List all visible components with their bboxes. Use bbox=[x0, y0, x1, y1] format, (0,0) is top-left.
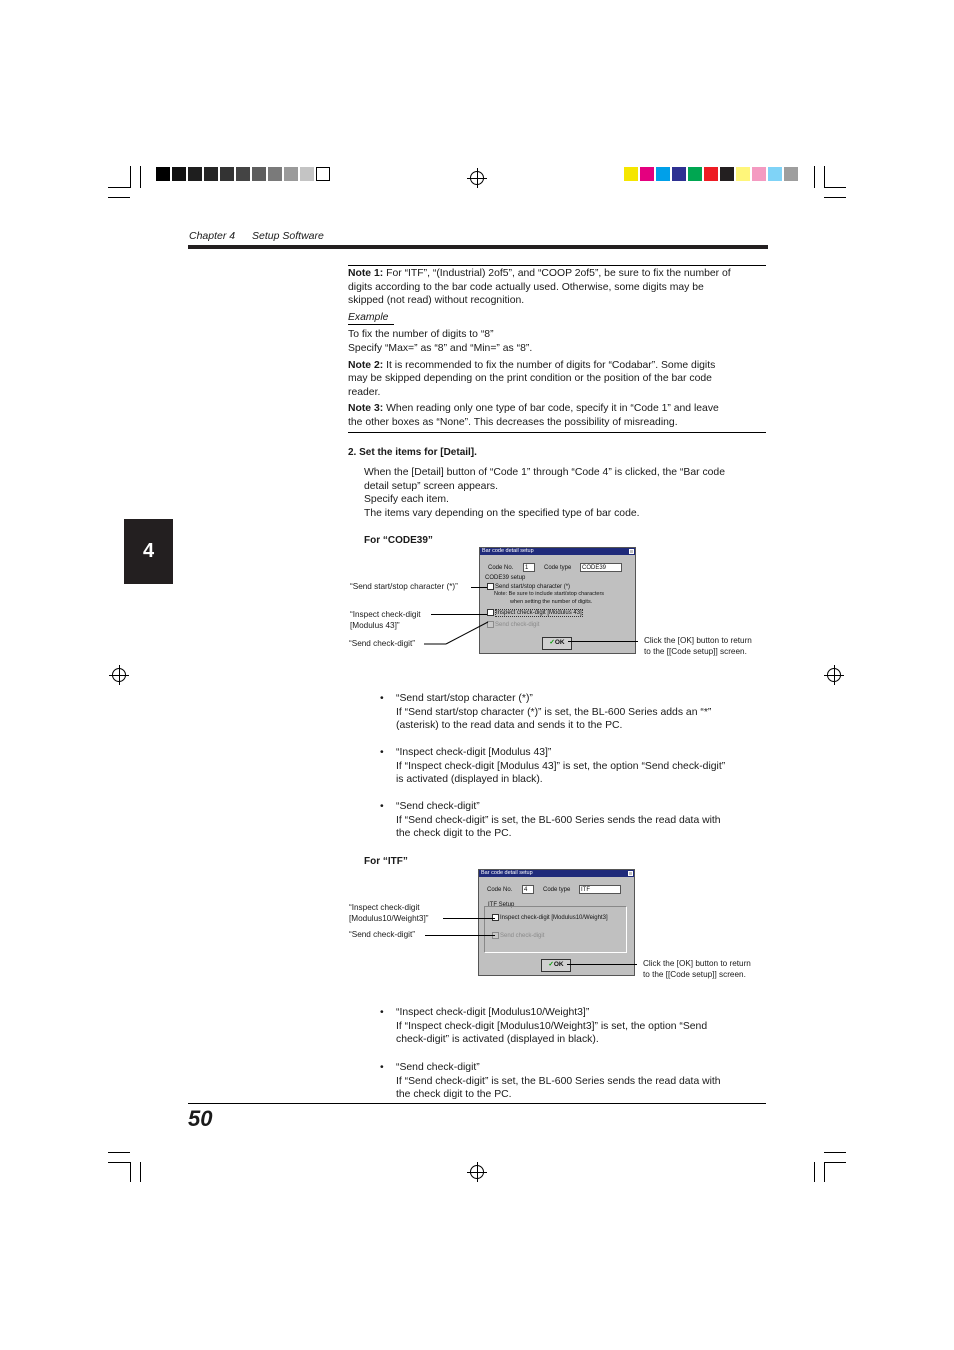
callout-line-text: “Inspect check-digit bbox=[350, 610, 421, 619]
registration-mark-icon bbox=[112, 668, 126, 682]
checkbox-icon bbox=[487, 583, 494, 590]
example bbox=[348, 311, 766, 356]
gray-swatch bbox=[252, 167, 266, 181]
note-label: Note 1: bbox=[348, 268, 384, 279]
itf-heading: For “ITF” bbox=[364, 856, 408, 867]
note-text: skipped (not read) without recognition. bbox=[348, 295, 525, 307]
note-line: when setting the number of digits. bbox=[510, 598, 593, 605]
note-text: When reading only one type of bar code, specify it in “Code 1” and leave bbox=[386, 403, 719, 415]
color-swatch bbox=[640, 167, 654, 181]
chapter-tab bbox=[124, 519, 173, 584]
bullet-text: If “Send start/stop character (*)” is set, the BL-600 Series adds an “*” bbox=[396, 706, 712, 718]
callout-line bbox=[567, 964, 637, 965]
check-icon: ✓ bbox=[549, 639, 555, 646]
bullet-text: check-digit” is activated (displayed in black). bbox=[396, 1034, 599, 1046]
body-line: The items vary depending on the specified type of bar code. bbox=[364, 507, 640, 519]
group-label: ITF Setup bbox=[488, 902, 515, 908]
note-text: It is recommended to fix the number of digits for “Codabar”. Some digits bbox=[386, 359, 716, 371]
bullet-text: If “Send check-digit” is set, the BL-600 Series sends the read data with bbox=[396, 1075, 721, 1087]
gray-swatch bbox=[220, 167, 234, 181]
color-swatch bbox=[688, 167, 702, 181]
body-line: detail setup” screen appears. bbox=[364, 480, 499, 492]
bullet-title: • “Send check-digit” bbox=[396, 1061, 721, 1075]
code-type-field[interactable]: CODE39 bbox=[580, 563, 622, 572]
gray-swatch bbox=[188, 167, 202, 181]
callout-send-start-stop: “Send start/stop character (*)” bbox=[350, 582, 458, 591]
callout-line-text: [Modulus 43]” bbox=[350, 620, 400, 630]
note-1 bbox=[348, 267, 766, 308]
example-label: Example bbox=[348, 311, 394, 326]
group-label: CODE39 setup bbox=[485, 575, 526, 581]
dialog-title: Bar code detail setup bbox=[482, 548, 534, 554]
code-no-field[interactable]: 1 bbox=[523, 563, 535, 572]
notes-box bbox=[348, 265, 766, 433]
callout-line-text: to the [[Code setup]] screen. bbox=[643, 969, 746, 979]
color-swatch bbox=[784, 167, 798, 181]
section-label: Setup Software bbox=[252, 230, 324, 242]
color-swatch bbox=[672, 167, 686, 181]
inspect-check-digit-checkbox[interactable] bbox=[492, 914, 608, 922]
color-swatch bbox=[656, 167, 670, 181]
note-text: digits according to the bar code actually used. Otherwise, some digits may be bbox=[348, 281, 704, 293]
code39-dialog bbox=[479, 547, 636, 654]
callout-ok-button bbox=[644, 636, 752, 657]
close-icon[interactable] bbox=[628, 871, 633, 876]
gray-swatch bbox=[236, 167, 250, 181]
ok-button[interactable] bbox=[542, 637, 572, 650]
code-type-field[interactable]: ITF bbox=[579, 885, 621, 894]
inspect-check-digit-checkbox[interactable] bbox=[487, 609, 583, 617]
bullet-title: • “Inspect check-digit [Modulus 43]” bbox=[396, 746, 725, 760]
code39-heading: For “CODE39” bbox=[364, 535, 433, 546]
step-heading: 2. Set the items for [Detail]. bbox=[348, 447, 477, 458]
callout-line-text: Click the [OK] button to return bbox=[643, 959, 751, 968]
check-icon: ✓ bbox=[548, 961, 554, 968]
callout-inspect-check-digit bbox=[349, 903, 429, 924]
example-text: To fix the number of digits to “8” bbox=[348, 329, 494, 341]
code-type-label: Code type bbox=[544, 565, 572, 571]
itf-dialog bbox=[478, 869, 635, 976]
callout-line bbox=[425, 935, 495, 936]
callout-line bbox=[471, 587, 487, 588]
code39-bullet bbox=[396, 692, 711, 733]
color-swatch bbox=[624, 167, 638, 181]
bullet-text: If “Send check-digit” is set, the BL-600 Series sends the read data with bbox=[396, 814, 721, 826]
code-no-field[interactable]: 4 bbox=[522, 885, 534, 894]
color-swatch bbox=[768, 167, 782, 181]
bullet-text: If “Inspect check-digit [Modulus 43]” is set, the option “Send check-digit” bbox=[396, 760, 726, 772]
option-label: Inspect check-digit [Modulus10/Weight3] bbox=[500, 915, 608, 922]
option-label: Send start/stop character (*) bbox=[495, 584, 571, 591]
bullet-text: If “Inspect check-digit [Modulus10/Weight3]” is set, the option “Send bbox=[396, 1020, 708, 1032]
dialog-title-bar bbox=[479, 870, 634, 877]
callout-line bbox=[568, 641, 638, 642]
send-start-stop-checkbox[interactable] bbox=[487, 583, 570, 591]
registration-mark-icon bbox=[470, 171, 484, 185]
dialog-note bbox=[494, 591, 604, 606]
itf-bullet bbox=[396, 1061, 721, 1102]
send-check-digit-checkbox[interactable] bbox=[492, 932, 544, 940]
footer-rule bbox=[188, 1103, 766, 1104]
example-text: Specify “Max=” as “8” and “Min=” as “8”. bbox=[348, 342, 533, 354]
code39-bullet bbox=[396, 746, 725, 787]
gray-swatch bbox=[156, 167, 170, 181]
callout-line bbox=[431, 614, 487, 615]
checkbox-icon bbox=[487, 609, 494, 616]
note-line: Note: Be sure to include start/stop characters bbox=[494, 591, 605, 597]
color-swatch bbox=[736, 167, 750, 181]
gray-swatch bbox=[284, 167, 298, 181]
option-label: Send check-digit bbox=[495, 622, 540, 629]
note-text: For “ITF”, “(Industrial) 2of5”, and “COOP 2of5”, be sure to fix the number of bbox=[386, 268, 731, 279]
code-no-label: Code No. bbox=[488, 565, 514, 571]
callout-leader bbox=[424, 620, 494, 646]
code-type-label: Code type bbox=[543, 887, 571, 893]
note-label: Note 3: bbox=[348, 403, 384, 415]
callout-inspect-check-digit bbox=[350, 610, 421, 631]
running-header bbox=[189, 230, 324, 242]
code-no-label: Code No. bbox=[487, 887, 513, 893]
gray-swatch bbox=[204, 167, 218, 181]
option-label: Inspect check-digit [Modulus 43] bbox=[496, 610, 582, 617]
bullet-title: • “Inspect check-digit [Modulus10/Weight3]” bbox=[396, 1006, 707, 1020]
code39-bullet bbox=[396, 800, 721, 841]
callout-line-text: [Modulus10/Weight3]” bbox=[349, 913, 429, 923]
color-swatch bbox=[720, 167, 734, 181]
bullet-text: the check digit to the PC. bbox=[396, 828, 512, 840]
body-line: Specify each item. bbox=[364, 494, 449, 506]
chapter-tab-number: 4 bbox=[142, 540, 155, 562]
gray-swatch bbox=[316, 167, 330, 181]
ok-label: OK bbox=[554, 639, 565, 646]
itf-bullet bbox=[396, 1006, 707, 1047]
bullet-text: (asterisk) to the read data and sends it to the PC. bbox=[396, 720, 623, 732]
callout-send-check-digit: “Send check-digit” bbox=[349, 930, 415, 939]
gray-swatch bbox=[268, 167, 282, 181]
page-number: 50 bbox=[188, 1106, 213, 1131]
note-label: Note 2: bbox=[348, 359, 384, 371]
ok-label: OK bbox=[553, 961, 564, 968]
registration-mark-icon bbox=[470, 1165, 484, 1179]
dialog-title: Bar code detail setup bbox=[481, 870, 533, 876]
callout-line-text: “Inspect check-digit bbox=[349, 903, 420, 912]
step-body bbox=[364, 466, 725, 520]
dialog-title-bar bbox=[480, 548, 635, 555]
note-text: may be skipped depending on the print condition or the position of the bar code bbox=[348, 373, 712, 385]
chapter-label: Chapter 4 bbox=[189, 230, 236, 242]
callout-line-text: to the [[Code setup]] screen. bbox=[644, 646, 747, 656]
bullet-title: • “Send check-digit” bbox=[396, 800, 721, 814]
color-swatch bbox=[704, 167, 718, 181]
gray-swatch bbox=[172, 167, 186, 181]
callout-line-text: Click the [OK] button to return bbox=[644, 636, 752, 645]
send-check-digit-checkbox[interactable] bbox=[487, 621, 539, 629]
color-swatch bbox=[752, 167, 766, 181]
bullet-title: • “Send start/stop character (*)” bbox=[396, 692, 711, 706]
header-rule bbox=[188, 245, 768, 249]
note-text: reader. bbox=[348, 386, 381, 398]
callout-line bbox=[443, 918, 495, 919]
bullet-text: is activated (displayed in black). bbox=[396, 774, 543, 786]
ok-button[interactable] bbox=[541, 959, 571, 972]
bullet-text: the check digit to the PC. bbox=[396, 1089, 512, 1101]
close-icon[interactable] bbox=[629, 549, 634, 554]
registration-mark-icon bbox=[827, 668, 841, 682]
callout-send-check-digit: “Send check-digit” bbox=[349, 639, 415, 648]
body-line: When the [Detail] button of “Code 1” through “Code 4” is clicked, the “Bar code bbox=[364, 467, 725, 478]
note-text: the other boxes as “None”. This decreases the possibility of misreading. bbox=[348, 416, 678, 428]
option-label: Send check-digit bbox=[500, 933, 545, 940]
note-2 bbox=[348, 359, 766, 400]
gray-swatch bbox=[300, 167, 314, 181]
callout-ok-button bbox=[643, 959, 751, 980]
note-3 bbox=[348, 402, 766, 429]
